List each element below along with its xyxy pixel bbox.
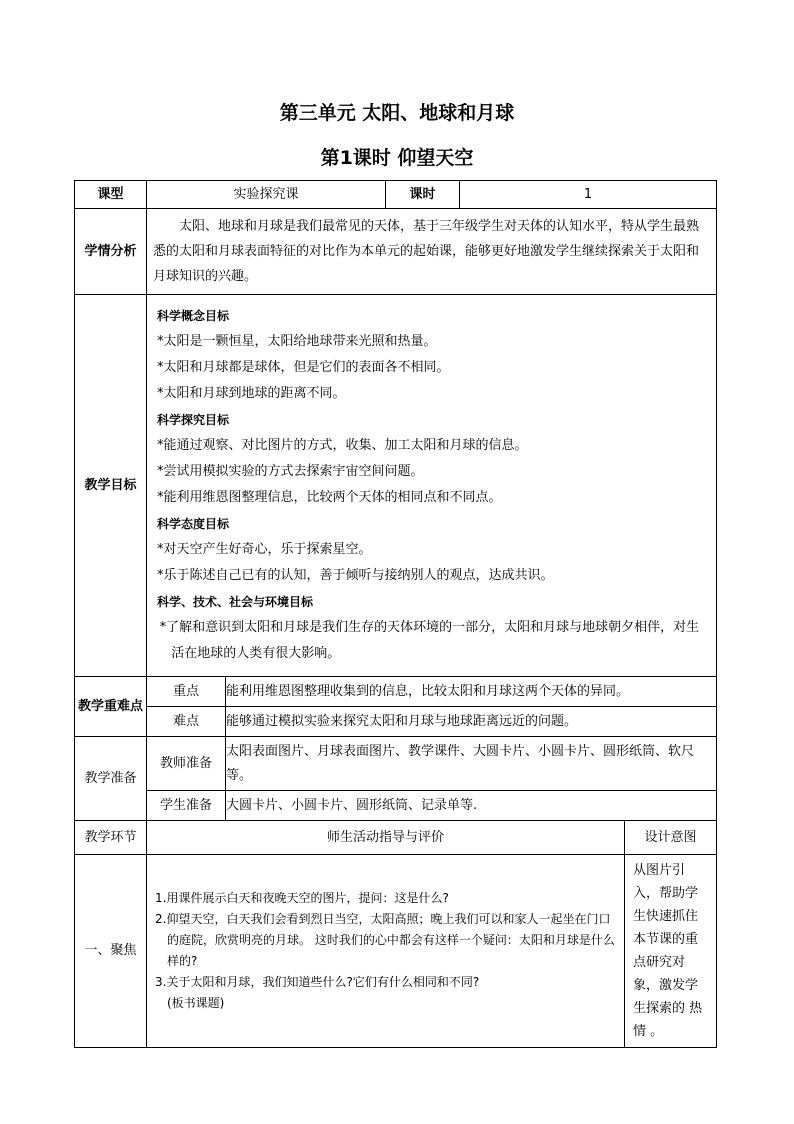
concept-goal-heading: 科学概念目标 (157, 308, 230, 323)
difficult-text: 能够通过模拟实验来探究太阳和月球与地球距离远近的问题。 (226, 707, 717, 737)
activity-item: 1.用课件展示白天和夜晚天空的图片，提问：这是什么? (155, 891, 449, 905)
lesson-plan-table (74, 180, 717, 1048)
student-prep-text: 大圆卡片、小圆卡片、圆形纸筒、记录单等. (226, 791, 717, 821)
lesson-title: 第1课时 仰望天空 (320, 147, 474, 169)
process-header-row (75, 821, 717, 855)
hours-label: 课时 (386, 181, 460, 209)
difficult-label: 难点 (147, 707, 226, 737)
goal-item: *能通过观察、对比图片的方式，收集、加工太阳和月球的信息。 (157, 437, 528, 453)
info-row (75, 181, 717, 209)
hours-value: 1 (460, 181, 717, 209)
key-label: 重点 (147, 677, 226, 707)
preparation-label: 教学准备 (75, 737, 147, 821)
goal-item: *对天空产生好奇心，乐于探索星空。 (157, 541, 372, 557)
type-label: 课型 (75, 181, 147, 209)
stage1-row (75, 855, 717, 1048)
difficult-point-row (75, 707, 717, 737)
stage1-intent: 从图片引入，帮助学生快速抓住本节课的重点研究对象，激发学生探索的 热 情 。 (633, 863, 703, 1039)
stse-goal-heading: 科学、技术、社会与环境目标 (157, 594, 314, 609)
teacher-prep-text: 太阳表面图片、月球表面图片、教学课件、大圆卡片、小圆卡片、圆形纸筒、软尺 等。 (226, 737, 717, 791)
goal-item: *能利用维恩图整理信息，比较两个天体的相同点和不同点。 (157, 489, 502, 505)
analysis-label: 学情分析 (75, 209, 147, 295)
activity-note: (板书课题) (167, 996, 225, 1010)
key-points-label: 教学重难点 (75, 677, 147, 737)
key-text: 能利用维恩图整理收集到的信息，比较太阳和月球这两个天体的异同。 (226, 677, 717, 707)
goal-item: *了解和意识到太阳和月球是我们生存的天体环境的一部分，太阳和月球与地球朝夕相伴，对生活在地球的人类有很大影响。 (159, 619, 700, 661)
goal-item: *太阳和月球到地球的距离不同。 (157, 385, 346, 401)
activity-item: 2.仰望天空，白天我们会看到烈日当空，太阳高照；晚上我们可以和家人一起坐在门口的庭院，欣赏明亮的月球。 这时我们的心中都会有这样一个疑问：太阳和月球是什么样的? (155, 912, 615, 968)
unit-title: 第三单元 太阳、地球和月球 (279, 102, 515, 124)
stage1-name: 一、聚焦 (75, 855, 147, 1048)
goal-item: *太阳是一颗恒星，太阳给地球带来光照和热量。 (157, 333, 437, 349)
teacher-prep-row (75, 737, 717, 791)
activity-header: 师生活动指导与评价 (147, 821, 625, 855)
attitude-goal-heading: 科学态度目标 (157, 516, 230, 531)
key-point-row (75, 677, 717, 707)
activity-item: 3.关于太阳和月球，我们知道些什么?它们有什么相同和不同? (155, 975, 480, 989)
analysis-row (75, 209, 717, 295)
student-prep-row (75, 791, 717, 821)
intent-header: 设计意图 (625, 821, 717, 855)
goals-row (75, 295, 717, 677)
goal-item: *太阳和月球都是球体，但是它们的表面各不相同。 (157, 359, 450, 375)
analysis-text: 太阳、地球和月球是我们最常见的天体，基于三年级学生对天体的认知水平，特从学生最熟悉的太阳和月球表面特征的对比作为本单元的起始课，能够更好地激发学生继续探索关于太阳和月球知识的兴趣。 (153, 219, 700, 284)
goal-item: *尝试用模拟实验的方式去探索宇宙空间问题。 (157, 463, 424, 479)
goals-label: 教学目标 (75, 295, 147, 677)
teacher-prep-label: 教师准备 (147, 737, 226, 791)
inquiry-goal-heading: 科学探究目标 (157, 412, 230, 427)
goal-item: *乐于陈述自己已有的认知，善于倾听与接纳别人的观点，达成共识。 (157, 567, 554, 583)
type-value: 实验探究课 (147, 181, 386, 209)
stage-header: 教学环节 (75, 821, 147, 855)
student-prep-label: 学生准备 (147, 791, 226, 821)
